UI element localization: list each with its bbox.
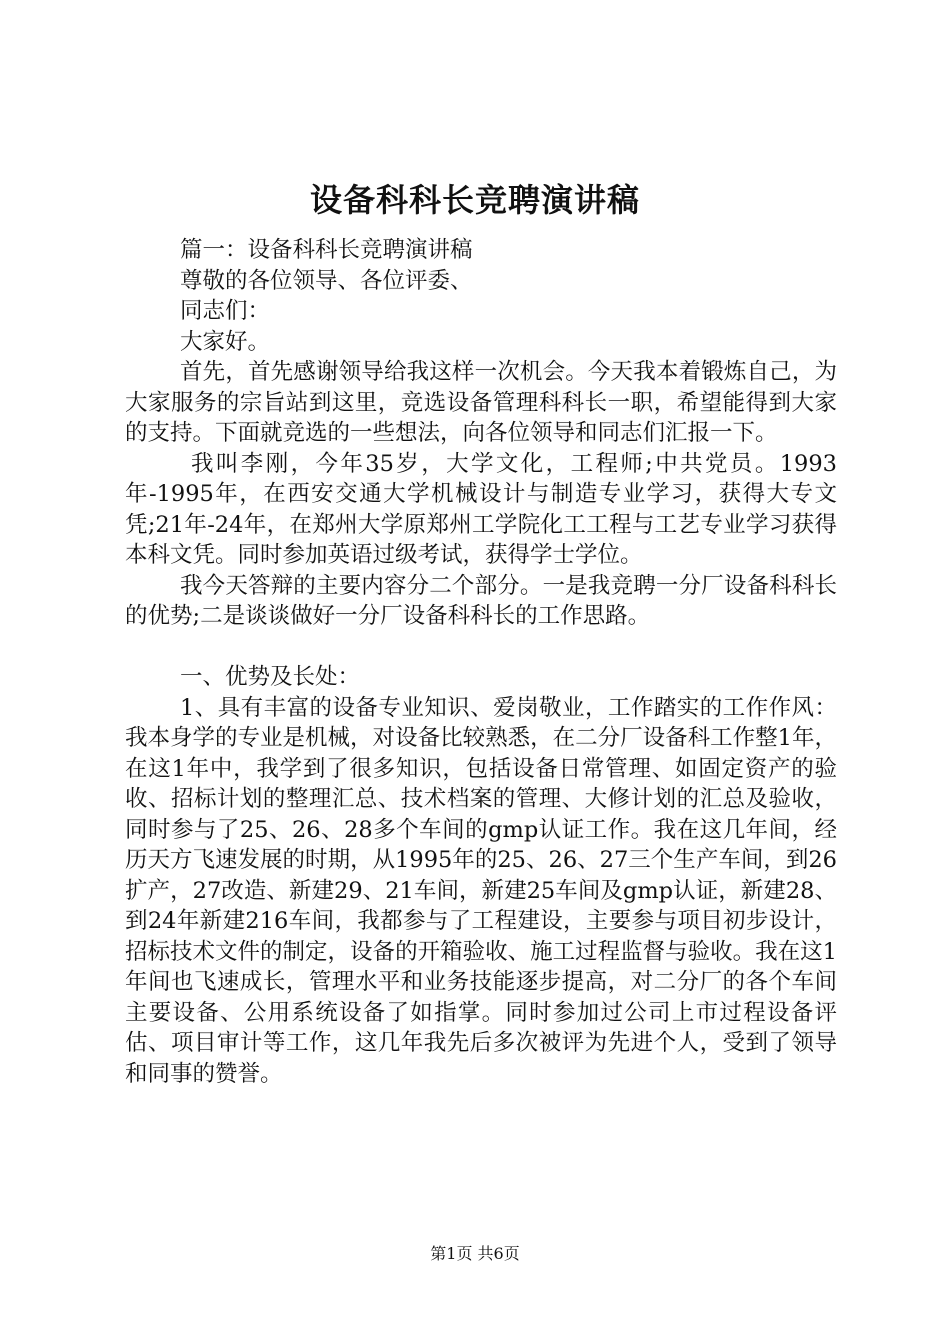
blank-line [125, 632, 837, 663]
body-paragraph: 我叫李刚，今年35岁，大学文化，工程师;中共党员。1993年-1995年，在西安交通大学机械设计与制造专业学习，获得大专文凭;21年-24年，在郑州大学原郑州工学院化工工程与工艺专业学习获得本科文凭。同时参加英语过级考试，获得学士学位。 [125, 450, 837, 568]
salutation-line: 尊敬的各位领导、各位评委、 [180, 267, 473, 294]
greeting-line: 大家好。 [180, 328, 271, 355]
salutation-line: 同志们： [180, 298, 271, 324]
document-body [125, 235, 837, 1089]
page-footer: 第1页 共6页 [430, 1244, 520, 1263]
body-paragraph: 我今天答辩的主要内容分二个部分。一是我竞聘一分厂设备科科长的优势;二是谈谈做好一分厂设备科科长的工作思路。 [125, 572, 837, 629]
subsection-heading: 一、优势及长处： [180, 664, 361, 690]
body-paragraph: 1、具有丰富的设备专业知识、爱岗敬业，工作踏实的工作作风：我本身学的专业是机械，对设备比较熟悉，在二分厂设备科工作整1年，在这1年中，我学到了很多知识，包括设备日常管理、如固定资产的验收、招标计划的整理汇总、技术档案的管理、大修计划的汇总及验收，同时参与了25、26、28多个车间的gmp认证工作。我在这几年间，经历天方飞速发展的时期，从1995年的25、26、27三个生产车间，到26扩产，27改造、新建29、21车间，新建25车间及gmp认证，新建28、到24年新建216车间，我都参与了工程建设，主要参与项目初步设计，招标技术文件的制定，设备的开箱验收、施工过程监督与验收。我在这1年间也飞速成长，管理水平和业务技能逐步提高，对二分厂的各个车间主要设备、公用系统设备了如指掌。同时参加过公司上市过程设备评估、项目审计等工作，这几年我先后多次被评为先进个人，受到了领导和同事的赞誉。 [125, 694, 837, 1087]
section-heading: 篇一：设备科科长竞聘演讲稿 [180, 237, 473, 263]
document-title: 设备科科长竞聘演讲稿 [309, 181, 640, 219]
body-paragraph: 首先，首先感谢领导给我这样一次机会。今天我本着锻炼自己，为大家服务的宗旨站到这里，竞选设备管理科科长一职，希望能得到大家的支持。下面就竞选的一些想法，向各位领导和同志们汇报一下。 [125, 359, 837, 446]
